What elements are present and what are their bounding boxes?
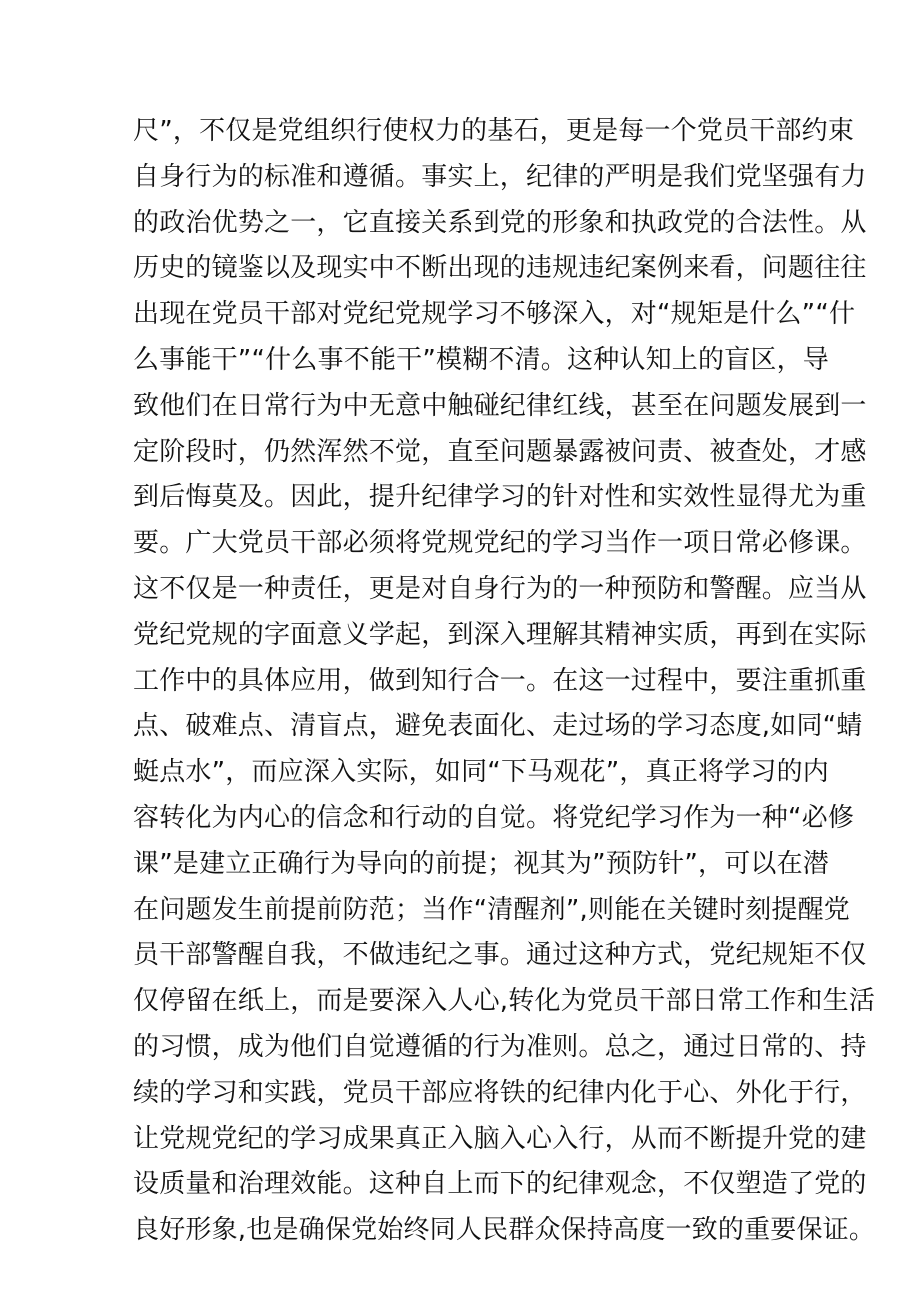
text-line: 出现在党员干部对党纪党规学习不够深入，对“规矩是什么”“什: [133, 299, 856, 330]
text-line: 良好形象,也是确保党始终同人民群众保持高度一致的重要保证。: [133, 1215, 876, 1246]
text-line: 么事能干”“什么事不能干”模糊不清。这种认知上的盲区，导: [133, 344, 830, 375]
text-line: 历史的镜鉴以及现实中不断出现的违规违纪案例来看，问题往往: [133, 253, 867, 284]
text-line: 自身行为的标准和遵循。事实上，纪律的严明是我们党坚强有力: [133, 161, 867, 192]
body-text: [133, 109, 876, 1254]
text-line: 容转化为内心的信念和行动的自觉。将党纪学习作为一种“必修: [133, 802, 855, 833]
text-line: 党纪党规的字面意义学起，到深入理解其精神实质，再到在实际: [133, 619, 867, 650]
text-line: 的政治优势之一，它直接关系到党的形象和执政党的合法性。从: [133, 207, 867, 238]
text-line: 让党规党纪的学习成果真正入脑入心入行，从而不断提升党的建: [133, 1123, 867, 1154]
text-line: 这不仅是一种责任，更是对自身行为的一种预防和警醒。应当从: [133, 573, 867, 604]
text-line: 员干部警醒自我，不做违纪之事。通过这种方式，党纪规矩不仅: [133, 940, 867, 971]
text-line: 仅停留在纸上，而是要深入人心,转化为党员干部日常工作和生活: [133, 986, 876, 1017]
text-line: 蜓点水”，而应深入实际，如同“下马观花”，真正将学习的内: [133, 757, 830, 788]
text-line: 续的学习和实践，党员干部应将铁的纪律内化于心、外化于行，: [133, 1077, 867, 1108]
text-line: 在问题发生前提前防范；当作“清醒剂”,则能在关键时刻提醒党: [133, 894, 851, 925]
text-line: 要。广大党员干部必须将党规党纪的学习当作一项日常必修课。: [133, 528, 867, 559]
text-line: 点、破难点、清盲点，避免表面化、走过场的学习态度,如同“蜻: [133, 711, 863, 742]
text-line: 定阶段时，仍然浑然不觉，直至问题暴露被问责、被查处，才感: [133, 436, 867, 467]
text-line: 致他们在日常行为中无意中触碰纪律红线，甚至在问题发展到一: [133, 390, 867, 421]
text-line: 到后悔莫及。因此，提升纪律学习的针对性和实效性显得尤为重: [133, 482, 867, 513]
text-line: 工作中的具体应用，做到知行合一。在这一过程中，要注重抓重: [133, 665, 867, 696]
text-line: 尺”，不仅是党组织行使权力的基石，更是每一个党员干部约束: [133, 116, 855, 146]
text-line: 的习惯，成为他们自觉遵循的行为准则。总之，通过日常的、持: [133, 1031, 867, 1062]
text-line: 课”是建立正确行为导向的前提；视其为”预防针”，可以在潜: [133, 848, 830, 879]
text-line: 设质量和治理效能。这种自上而下的纪律观念，不仅塑造了党的: [133, 1169, 867, 1200]
